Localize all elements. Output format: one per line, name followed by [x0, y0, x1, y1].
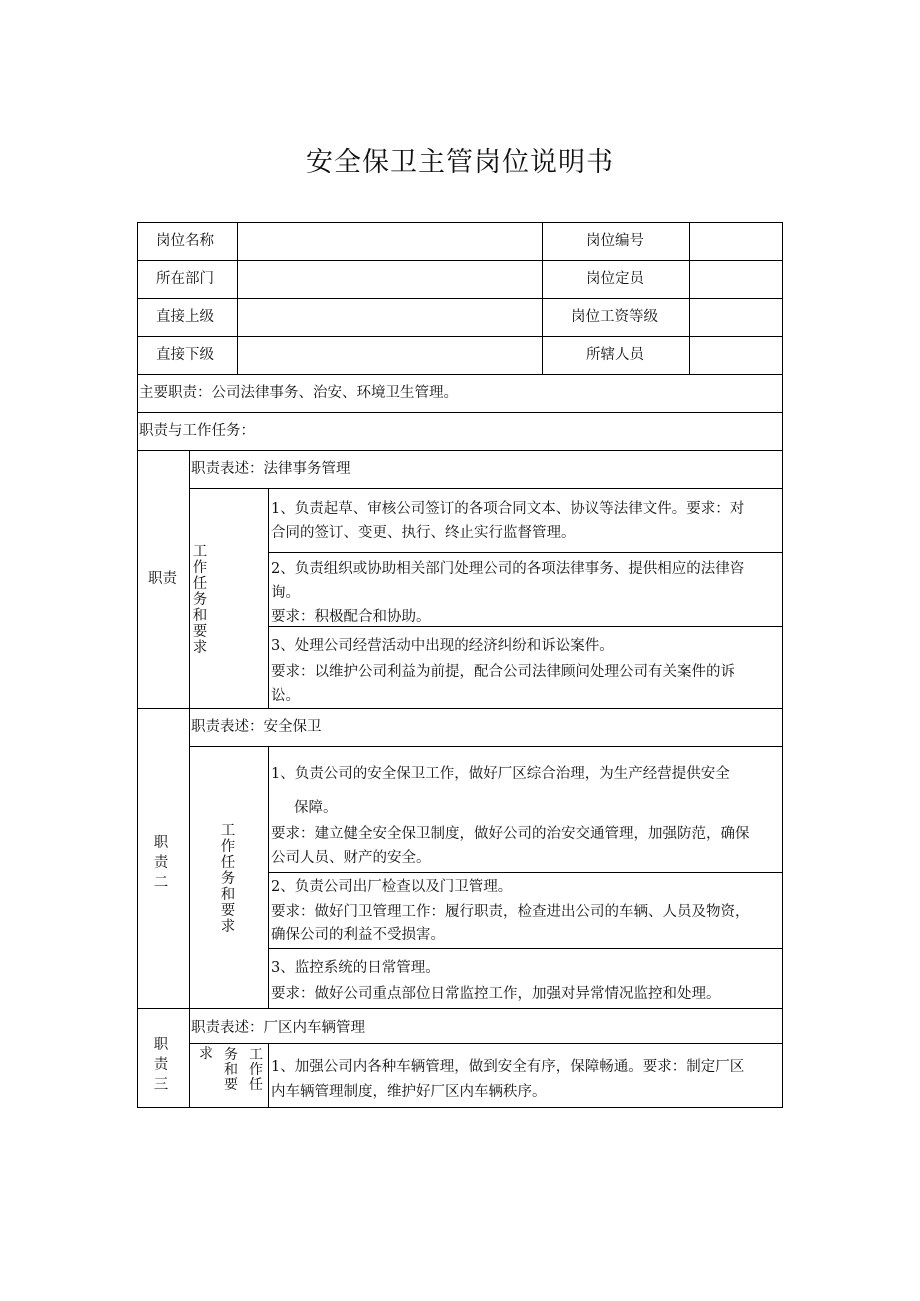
direct-superior-label: 直接上级	[156, 309, 214, 325]
duty1-task3-line1: 3、处理公司经营活动中出现的经济纠纷和诉讼案件。	[271, 638, 614, 654]
duty2-task1-line3: 要求：建立健全安全保卫制度，做好公司的治安交通管理，加强防范，确保	[271, 826, 750, 842]
duty3-task1-line2: 内车辆管理制度，维护好厂区内车辆秩序。	[271, 1084, 547, 1100]
post-quota-label: 岗位定员	[586, 271, 644, 287]
duty1-task2-line1: 2、负责组织或协助相关部门处理公司的各项法律事务、提供相应的法律咨	[271, 561, 745, 577]
row-divider	[268, 948, 783, 949]
row-divider	[137, 336, 783, 337]
row-divider	[268, 552, 783, 553]
duty1-label: 职责	[148, 571, 177, 587]
duty1-description: 职责表述：法律事务管理	[191, 461, 351, 477]
duty1-task2-line3: 要求：积极配合和协助。	[271, 609, 431, 625]
jurisdiction-staff-label: 所辖人员	[586, 347, 644, 363]
duty3-task1-line1: 1、加强公司内各种车辆管理，做到安全有序，保障畅通。要求：制定厂区	[271, 1059, 745, 1075]
duty2-task2-line2: 要求：做好门卫管理工作：履行职责，检查进出公司的车辆、人员及物资，	[271, 904, 750, 920]
post-name-label: 岗位名称	[156, 233, 214, 249]
duty2-task2-line1: 2、负责公司出厂检查以及门卫管理。	[271, 879, 513, 895]
page-title: 安全保卫主管岗位说明书	[306, 147, 614, 178]
row-divider	[268, 872, 783, 873]
duty3-task-col1: 工作任	[249, 1047, 263, 1093]
direct-subordinate-label: 直接下级	[156, 347, 214, 363]
duty2-task-label: 工作任务和要求	[220, 823, 236, 935]
duty2-task1-line4: 公司人员、财产的安全。	[271, 850, 431, 866]
duty1-task-label: 工作任务和要求	[192, 544, 208, 656]
duty3-label: 职责三	[153, 1037, 169, 1093]
duty2-task2-line3: 确保公司的利益不受损害。	[271, 927, 445, 943]
col-divider	[542, 222, 543, 374]
duty2-task3-line2: 要求：做好公司重点部位日常监控工作，加强对异常情况监控和处理。	[271, 986, 721, 1002]
duty1-task2-line2: 询。	[271, 585, 300, 601]
duty2-description: 职责表述：安全保卫	[191, 719, 322, 735]
duty3-task-col3: 求	[199, 1046, 213, 1062]
row-divider	[189, 746, 783, 747]
department-label: 所在部门	[156, 271, 214, 287]
col-divider	[237, 222, 238, 374]
duty1-task3-line3: 讼。	[271, 688, 300, 704]
row-divider	[137, 298, 783, 299]
duty2-label: 职责二	[153, 835, 169, 891]
duty2-task1-line2: 保障。	[294, 800, 338, 816]
duty2-task3-line1: 3、监控系统的日常管理。	[271, 960, 440, 976]
duty2-task1-line1: 1、负责公司的安全保卫工作，做好厂区综合治理，为生产经营提供安全	[271, 766, 730, 782]
duty1-task1-line2: 合同的签订、变更、执行、终止实行监督管理。	[271, 525, 576, 541]
row-divider	[137, 260, 783, 261]
col-divider	[268, 746, 269, 1008]
row-divider	[137, 708, 783, 709]
duty3-task-col2: 务和要	[224, 1047, 238, 1093]
row-divider	[137, 1008, 783, 1009]
row-divider	[137, 450, 783, 451]
main-duty: 主要职责：公司法律事务、治安、环境卫生管理。	[139, 385, 458, 401]
col-divider	[268, 1043, 269, 1108]
col-divider	[268, 488, 269, 708]
row-divider	[189, 1043, 783, 1044]
duty3-description: 职责表述：厂区内车辆管理	[191, 1020, 365, 1036]
row-divider	[137, 374, 783, 375]
salary-grade-label: 岗位工资等级	[571, 309, 658, 325]
col-divider	[189, 450, 190, 1108]
row-divider	[137, 412, 783, 413]
duty-tasks-label: 职责与工作任务：	[139, 423, 255, 439]
duty1-task3-line2: 要求：以维护公司利益为前提，配合公司法律顾问处理公司有关案件的诉	[271, 664, 735, 680]
duty1-task1-line1: 1、负责起草、审核公司签订的各项合同文本、协议等法律文件。要求：对	[271, 501, 745, 517]
post-number-label: 岗位编号	[586, 233, 644, 249]
row-divider	[189, 488, 783, 489]
col-divider	[689, 222, 690, 374]
